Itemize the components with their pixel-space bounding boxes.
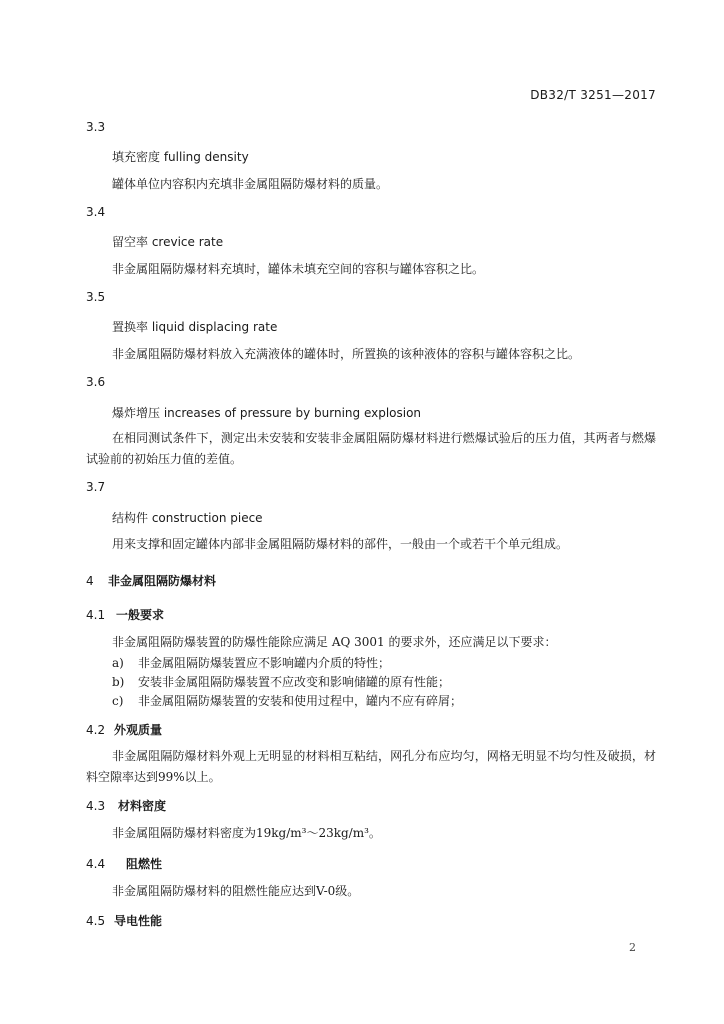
paragraph: 非金属阻隔防爆材料密度为19kg/m³～23kg/m³。 (112, 826, 381, 840)
term-number: 3.4 (86, 205, 106, 219)
term-definition: 在相同测试条件下，测定出未安装和安装非金属阻隔防爆材料进行燃爆试验后的压力值，其两者与燃爆试验前的初始压力值的差值。 (86, 431, 656, 466)
section-heading (86, 572, 216, 589)
list-item-label: c) (112, 694, 124, 708)
subsection-number: 4.2 (86, 723, 106, 737)
subsection-heading (86, 721, 162, 738)
subsection-number: 4.5 (86, 914, 106, 928)
term-title: 填充密度 fulling density (112, 150, 249, 164)
term-definition: 用来支撑和固定罐体内部非金属阻隔防爆材料的部件，一般由一个或若干个单元组成。 (112, 537, 569, 551)
paragraph: 非金属阻隔防爆材料的阻燃性能应达到V-0级。 (112, 884, 360, 898)
subsection-heading (86, 606, 164, 623)
term-title: 结构件 construction piece (112, 511, 263, 525)
term-definition: 罐体单位内容积内充填非金属阻隔防爆材料的质量。 (112, 177, 389, 191)
term-title: 爆炸增压 increases of pressure by burning explosion (112, 406, 422, 420)
subsection-number: 4.3 (86, 799, 106, 813)
document-code: DB32/T 3251—2017 (530, 88, 656, 102)
term-title: 留空率 crevice rate (112, 235, 224, 249)
list-item-text: 非金属阻隔防爆装置应不影响罐内介质的特性； (138, 656, 391, 670)
list-item-text: 非金属阻隔防爆装置的安装和使用过程中，罐内不应有碎屑； (138, 694, 463, 708)
section-title: 非金属阻隔防爆材料 (108, 574, 217, 588)
term-number: 3.6 (86, 375, 106, 389)
paragraph: 非金属阻隔防爆装置的防爆性能除应满足 AQ 3001 的要求外，还应满足以下要求： (112, 635, 557, 649)
list-item-label: a) (112, 656, 124, 670)
list-item (112, 673, 656, 691)
paragraph: 非金属阻隔防爆材料外观上无明显的材料相互粘结，网孔分布应均匀，网格无明显不均匀性及破损，材料空隙率达到99%以上。 (86, 749, 656, 784)
list-item-text: 安装非金属阻隔防爆装置不应改变和影响储罐的原有性能； (138, 675, 451, 689)
subsection-title: 外观质量 (114, 723, 163, 737)
term-definition: 非金属阻隔防爆材料充填时，罐体未填充空间的容积与罐体容积之比。 (112, 262, 485, 276)
subsection-heading (86, 797, 166, 814)
subsection-heading (86, 912, 162, 929)
subsection-title: 导电性能 (114, 914, 163, 928)
term-number: 3.5 (86, 290, 106, 304)
subsection-title: 一般要求 (116, 608, 165, 622)
term-definition: 非金属阻隔防爆材料放入充满液体的罐体时，所置换的该种液体的容积与罐体容积之比。 (112, 347, 581, 361)
subsection-title: 材料密度 (118, 799, 167, 813)
subsection-number: 4.4 (86, 857, 106, 871)
page-number: 2 (629, 941, 636, 954)
subsection-number: 4.1 (86, 608, 106, 622)
list-item (112, 692, 656, 710)
list-item-label: b) (112, 675, 125, 689)
list-item (112, 654, 656, 672)
section-number: 4 (86, 574, 94, 588)
subsection-heading (86, 855, 162, 872)
term-number: 3.3 (86, 120, 106, 134)
term-title: 置换率 liquid displacing rate (112, 320, 278, 334)
term-number: 3.7 (86, 480, 106, 494)
subsection-title: 阻燃性 (126, 857, 163, 871)
